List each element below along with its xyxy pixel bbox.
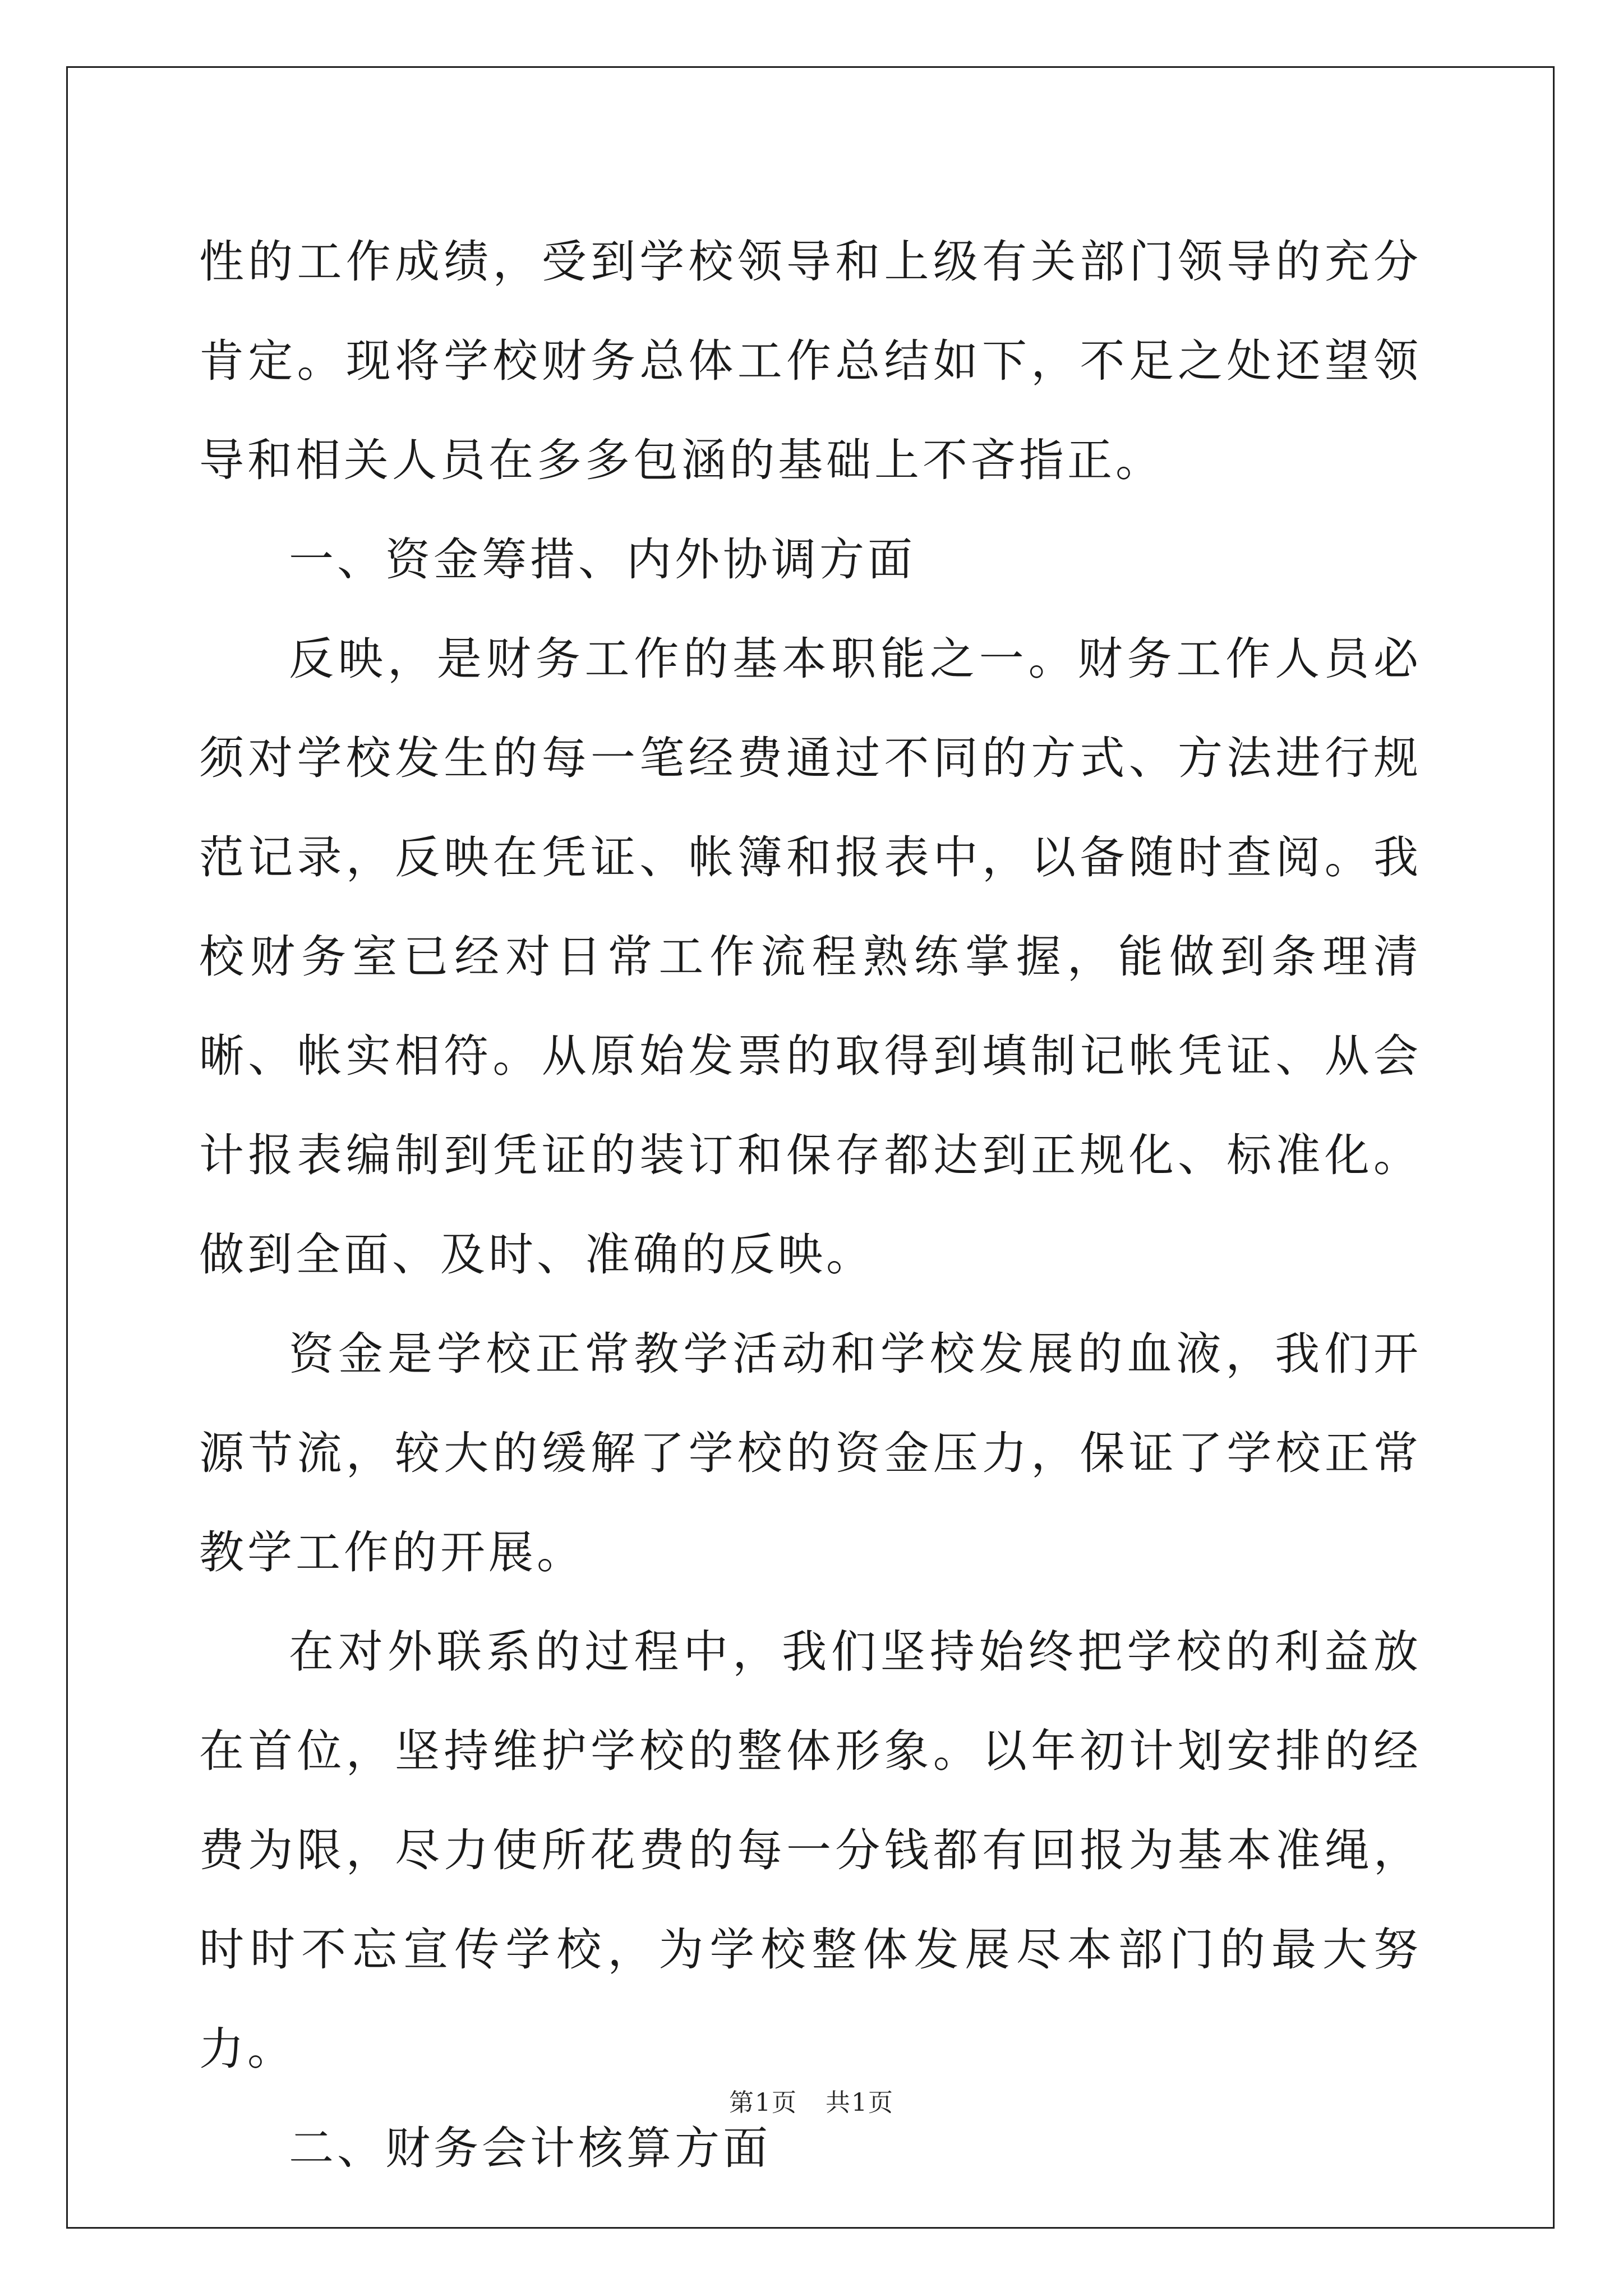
paragraph-4: 在对外联系的过程中，我们坚持始终把学校的利益放在首位，坚持维护学校的整体形象。以年初计划安排的经费为限，尽力使所花费的每一分钱都有回报为基本准绳，时时不忘宣传学校，为学校整体发展尽本部门的最大努力。 — [199, 1626, 1422, 2075]
paragraph-2: 反映，是财务工作的基本职能之一。财务工作人员必须对学校发生的每一笔经费通过不同的方式、方法进行规范记录，反映在凭证、帐簿和报表中，以备随时查阅。我校财务室已经对日常工作流程熟练掌握，能做到条理清晰、帐实相符。从原始发票的取得到填制记帐凭证、从会计报表编制到凭证的装订和保存都达到正规化、标准化。做到全面、及时、准确的反映。 — [199, 633, 1422, 1281]
page-number-current: 第1页 — [729, 2088, 797, 2117]
section-heading-1: 一、资金筹措、内外协调方面 — [289, 533, 916, 586]
section-heading-2: 二、财务会计核算方面 — [289, 2122, 771, 2174]
paragraph-1: 性的工作成绩，受到学校领导和上级有关部门领导的充分肯定。现将学校财务总体工作总结如下，不足之处还望领导和相关人员在多多包涵的基础上不吝指正。 — [199, 236, 1422, 486]
document-body — [199, 212, 1422, 2198]
paragraph-3: 资金是学校正常教学活动和学校发展的血液，我们开源节流，较大的缓解了学校的资金压力，保证了学校正常教学工作的开展。 — [199, 1328, 1422, 1579]
page-footer — [0, 2082, 1623, 2118]
page-number-total: 共1页 — [826, 2088, 894, 2117]
